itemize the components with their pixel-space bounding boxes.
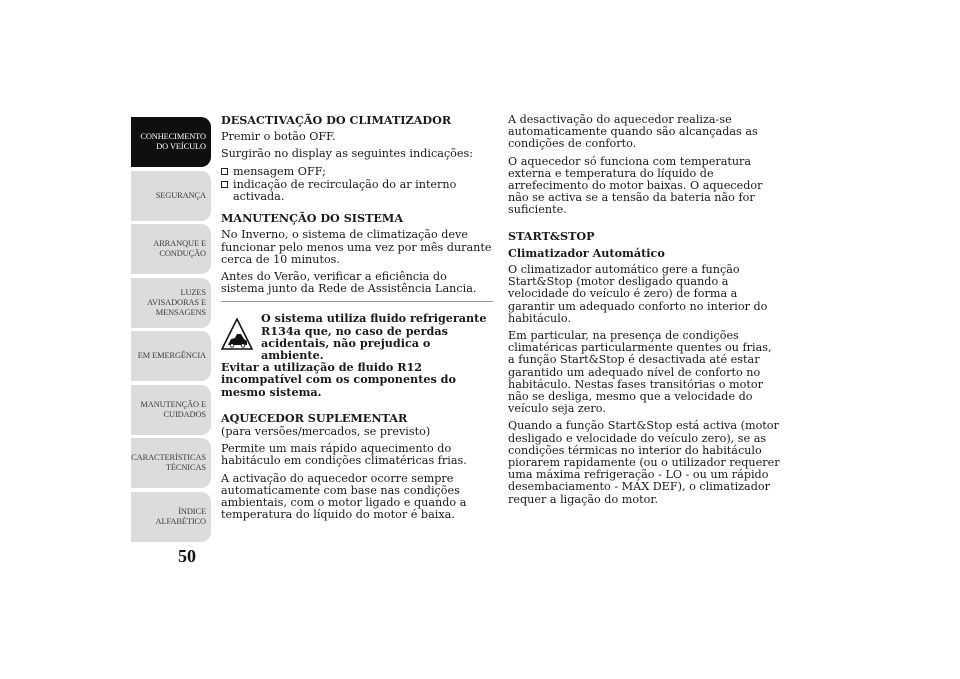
right-column xyxy=(508,114,780,511)
paragraph: Permite um mais rápido aquecimento do habitáculo em condições climatéricas frias. xyxy=(221,442,467,468)
divider xyxy=(221,301,493,302)
tab-arranque-e-conducao[interactable]: ARRANQUE E CONDUÇÃO xyxy=(131,224,211,274)
checkbox-bullet-icon xyxy=(221,181,228,188)
checkbox-bullet-icon xyxy=(221,168,228,175)
left-column xyxy=(221,114,493,526)
paragraph: Antes do Verão, verificar a eficiência do sistema junto da Rede de Assistência Lancia. xyxy=(221,270,477,296)
paragraph: O climatizador automático gere a função Start&Stop (motor desligado quando a velocidade do veículo é zero) de forma a garantir um adequado conforto no interior do habitáculo. xyxy=(508,263,768,325)
tab-seguranca[interactable]: SEGURANÇA xyxy=(131,171,211,221)
list-item-text: mensagem OFF; xyxy=(233,164,326,178)
tab-conhecimento-do-veiculo[interactable]: CONHECIMENTO DO VEÍCULO xyxy=(131,117,211,167)
section-subtitle-climatizador: Climatizador Automático xyxy=(508,245,665,260)
chapter-tabs xyxy=(131,117,211,545)
page-number: 50 xyxy=(178,546,196,566)
tab-em-emergencia[interactable]: EM EMERGÊNCIA xyxy=(131,331,211,381)
warning-text-continued: Evitar a utilização de fluido R12 incompatível com os componentes do mesmo sistema. xyxy=(221,360,456,399)
paragraph: A desactivação do aquecedor realiza-se automaticamente quando são alcançadas as condições de conforto. xyxy=(508,113,758,151)
paragraph: Premir o botão OFF. xyxy=(221,130,336,144)
list-item xyxy=(221,166,493,178)
warning-note xyxy=(221,312,493,397)
tab-indice-alfabetico[interactable]: ÍNDICE ALFABÉTICO xyxy=(131,492,211,542)
paragraph: Em particular, na presença de condições climatéricas particularmente quentes ou frias, a função Start&Stop é desactivada até estar garantido um adequado nível de conforto no habitáculo. Nestas fases transitórias o motor não se desliga, mesmo que a velocidade do veículo seja zero. xyxy=(508,329,772,416)
environment-warning-icon xyxy=(221,318,253,350)
section-title-aquecedor: AQUECEDOR SUPLEMENTAR xyxy=(221,410,408,425)
section-subtitle: (para versões/mercados, se previsto) xyxy=(221,425,431,439)
warning-text: O sistema utiliza fluido refrigerante R134a que, no caso de perdas acidentais, não prejudica o ambiente. xyxy=(261,311,487,363)
paragraph: A activação do aquecedor ocorre sempre automaticamente com base nas condições ambientais, com o motor ligado e quando a temperatura do líquido do motor é baixa. xyxy=(221,471,467,522)
section-title-manutencao: MANUTENÇÃO DO SISTEMA xyxy=(221,211,403,226)
section-title-start-stop: START&STOP xyxy=(508,228,595,243)
list-item-text: indicação de recirculação do ar interno activada. xyxy=(233,177,457,204)
section-title-desactivacao: DESACTIVAÇÃO DO CLIMATIZADOR xyxy=(221,113,452,127)
tab-caracteristicas-tecnicas[interactable]: CARACTERÍSTICAS TÉCNICAS xyxy=(131,438,211,488)
paragraph: O aquecedor só funciona com temperatura externa e temperatura do líquido de arrefecimento do motor baixas. O aquecedor não se activa se a tensão da bateria não for suficiente. xyxy=(508,154,763,217)
tab-luzes-avisadoras[interactable]: LUZES AVISADORAS E MENSAGENS xyxy=(131,278,211,328)
list-item xyxy=(221,179,493,203)
tab-manutencao-e-cuidados[interactable]: MANUTENÇÃO E CUIDADOS xyxy=(131,385,211,435)
paragraph: Quando a função Start&Stop está activa (motor desligado e velocidade do veículo zero), se as condições térmicas no interior do habitáculo piorarem rapidamente (ou o utilizador requerer uma máxima refrigeração - LO - ou um rápido desembaciamento - MAX DEF), o climatizador requer a ligação do motor. xyxy=(508,419,780,506)
paragraph: Surgirão no display as seguintes indicações: xyxy=(221,147,474,161)
paragraph: No Inverno, o sistema de climatização deve funcionar pelo menos uma vez por mês durante cerca de 10 minutos. xyxy=(221,228,492,266)
